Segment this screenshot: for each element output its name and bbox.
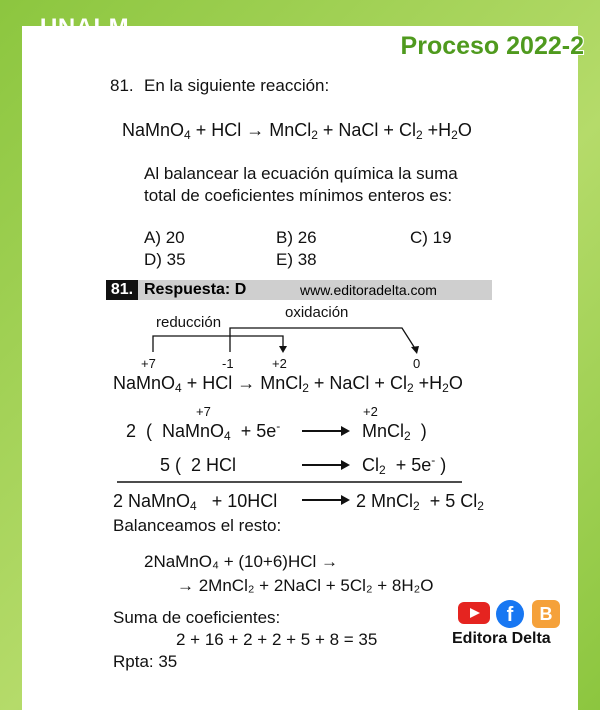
sum-reaction-left: 2 NaMnO$_4$ + 10HCl [113, 491, 278, 513]
question-number: 81. [110, 76, 134, 95]
sum-expression: 2 + 16 + 2 + 2 + 5 + 8 = 35 [176, 630, 378, 649]
solution-equation: NaMnO$_4$ + HCl → MnCl$_2$ + NaCl + $Cl_2 +H_2O$ [113, 373, 463, 395]
answer-number: 81. [106, 280, 138, 300]
option-e: E) 38 [276, 250, 317, 269]
option-a: A) 20 [144, 228, 185, 247]
option-d: D) 35 [144, 250, 186, 269]
answer-label: Respuesta: D [144, 281, 247, 298]
reaction-equation: NaMnO$_4$ + HCl → MnCl$_2$ + NaCl + $Cl_2 +H_2O$ [122, 120, 472, 142]
ox-mn-right: +2 [272, 356, 287, 371]
website-link[interactable]: www.editoradelta.com [300, 282, 437, 298]
half1-ox-right: +2 [363, 404, 378, 419]
facebook-icon[interactable]: f [496, 600, 524, 628]
sum-reaction-right: 2 MnCl$_2$ + 5 $Cl_2$ [356, 491, 484, 513]
option-b: B) 26 [276, 228, 317, 247]
ox-cl-right: 0 [413, 356, 421, 371]
sum-label: Suma de coeficientes: [113, 608, 281, 627]
half-reaction-1: 2 ( NaMnO$_4$ + 5e- [126, 419, 281, 443]
oxidacion-label: oxidación [285, 304, 349, 321]
final-answer: Rpta: 35 [113, 652, 178, 671]
half-reaction-2: 5 ( 2 HCl [160, 455, 237, 475]
blogger-icon[interactable]: B [532, 600, 560, 628]
youtube-icon[interactable] [458, 602, 490, 624]
question-text-1: Al balancear la ecuación química la suma [144, 164, 458, 183]
half-reaction-2-product: $Cl_2 + 5e^-$ ) [362, 453, 447, 477]
option-c: C) 19 [410, 228, 452, 247]
half1-ox-left: +7 [196, 404, 211, 419]
question-prompt: En la siguiente reacción: [144, 76, 330, 95]
ox-mn-left: +7 [141, 356, 156, 371]
publisher-label: Editora Delta [452, 630, 551, 647]
balance-text: Balanceamos el resto: [113, 516, 282, 535]
half-reaction-1-product: MnCl$_2$ ) [362, 421, 427, 443]
reduccion-label: reducción [156, 314, 222, 331]
balanced-line-1: 2NaMnO₄ + (10+6)HCl → [144, 552, 339, 571]
question-text-2: total de coeficientes mínimos enteros es: [144, 186, 453, 205]
balanced-line-2: → 2MnCl₂ + 2NaCl + 5Cl₂ + 8H₂O [177, 576, 434, 595]
ox-cl-left: -1 [222, 356, 234, 371]
page-title: Proceso 2022-2 [400, 32, 584, 60]
